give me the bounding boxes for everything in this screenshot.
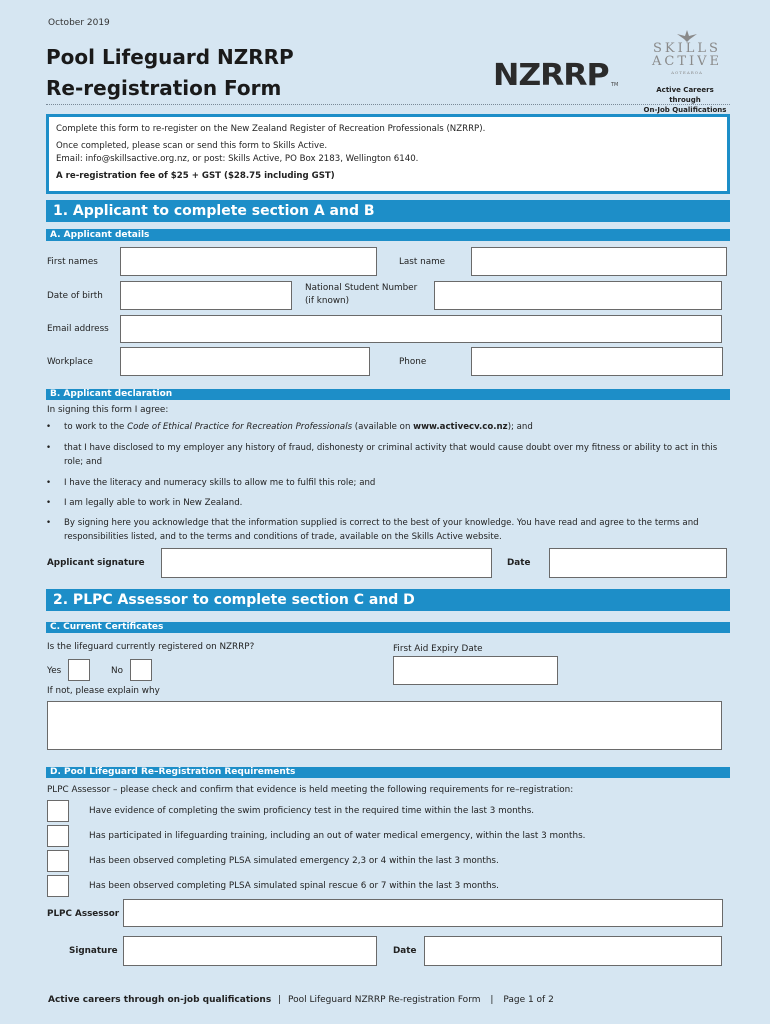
first-names-label: First names	[47, 257, 98, 267]
workplace-label: Workplace	[47, 357, 93, 367]
explain-field[interactable]	[47, 701, 722, 750]
dob-field[interactable]	[120, 281, 292, 310]
yes-checkbox[interactable]	[68, 659, 90, 681]
header-divider	[46, 104, 730, 105]
nsn-label	[305, 282, 417, 308]
section-b-header: B. Applicant declaration	[46, 389, 730, 400]
footer-separator: |	[278, 995, 282, 1005]
workplace-field[interactable]	[120, 347, 370, 376]
requirement-checkbox-4[interactable]	[47, 875, 69, 897]
declaration-item-text: I am legally able to work in New Zealand.	[64, 498, 243, 508]
declaration-item-text	[64, 420, 729, 434]
yes-label: Yes	[47, 666, 62, 676]
title-line-1: Pool Lifeguard NZRRP	[46, 45, 294, 69]
page-footer	[48, 995, 554, 1005]
first-aid-label: First Aid Expiry Date	[393, 644, 483, 654]
email-field[interactable]	[120, 315, 722, 343]
code-of-ethics-title: Code of Ethical Practice for Recreation Professionals	[127, 422, 353, 432]
section-2-header: 2. PLPC Assessor to complete section C and D	[46, 589, 730, 611]
last-name-label: Last name	[399, 257, 446, 267]
activecv-link[interactable]: www.activecv.co.nz	[413, 422, 508, 432]
assessor-date-label: Date	[393, 946, 417, 956]
nzrrp-trademark: TM	[611, 82, 619, 88]
first-names-field[interactable]	[120, 247, 377, 276]
requirement-checkbox-3[interactable]	[47, 850, 69, 872]
text-part: (available on	[352, 422, 414, 432]
declaration-item-text: By signing here you acknowledge that the information supplied is correct to the best of your knowledge. You have read and agree to the terms and responsibilities listed, and to the terms and conditions of trade, available on the Skills Active website.	[64, 518, 699, 542]
email-label: Email address	[47, 324, 109, 334]
requirement-text: Has been observed completing PLSA simulated spinal rescue 6 or 7 within the last 3 months.	[89, 881, 499, 891]
phone-label: Phone	[399, 357, 427, 367]
applicant-date-field[interactable]	[549, 548, 727, 578]
section-1-header: 1. Applicant to complete section A and B	[46, 200, 730, 222]
no-checkbox[interactable]	[130, 659, 152, 681]
last-name-field[interactable]	[471, 247, 727, 276]
nsn-field[interactable]	[434, 281, 722, 310]
declaration-item-text: that I have disclosed to my employer any history of fraud, dishonesty or criminal activity that would cause doubt over my fitness or ability to act in this role; and	[64, 443, 718, 467]
requirement-checkbox-2[interactable]	[47, 825, 69, 847]
skills-logo-line-3: AOTEAROA	[671, 70, 703, 75]
document-date: October 2019	[48, 18, 110, 28]
bullet: •	[46, 443, 52, 453]
phone-field[interactable]	[471, 347, 723, 376]
text-part: to work to the	[64, 422, 128, 432]
bullet: •	[46, 518, 52, 528]
skills-logo-line-2: ACTIVE	[651, 54, 723, 69]
skills-logo-line-1: SKILLS	[653, 41, 721, 56]
applicant-date-label: Date	[507, 558, 531, 568]
bullet: •	[46, 478, 52, 488]
intro-line-1: Complete this form to re-register on the New Zealand Register of Recreation Professionals (NZRRP).	[56, 124, 486, 134]
assessor-field[interactable]	[123, 899, 723, 927]
dob-label: Date of birth	[47, 291, 103, 301]
assessor-label: PLPC Assessor	[47, 909, 120, 919]
intro-line-2: Once completed, please scan or send this form to Skills Active.	[56, 141, 328, 151]
first-aid-expiry-field[interactable]	[393, 656, 558, 685]
assessor-signature-field[interactable]	[123, 936, 377, 966]
intro-box	[46, 114, 730, 194]
section-a-header: A. Applicant details	[46, 229, 730, 241]
footer-tagline: Active careers through on-job qualifications	[48, 995, 272, 1005]
nzrrp-logo: NZRRP	[493, 58, 609, 93]
skills-active-tagline	[640, 85, 730, 115]
nsn-label-line-2: (if known)	[305, 296, 350, 306]
assessor-date-field[interactable]	[424, 936, 722, 966]
declaration-item-text: I have the literacy and numeracy skills to allow me to fulfil this role; and	[64, 478, 376, 488]
page-title	[46, 42, 294, 104]
intro-line-3: Email: info@skillsactive.org.nz, or post: Skills Active, PO Box 2183, Wellington 6140.	[56, 154, 419, 164]
section-d-header: D. Pool Lifeguard Re–Registration Requirements	[46, 767, 730, 778]
assessor-signature-label: Signature	[69, 946, 118, 956]
no-label: No	[111, 666, 123, 676]
footer-separator: |	[490, 995, 494, 1005]
requirement-checkbox-1[interactable]	[47, 800, 69, 822]
applicant-signature-label: Applicant signature	[47, 558, 145, 568]
applicant-signature-field[interactable]	[161, 548, 492, 578]
footer-form-name: Pool Lifeguard NZRRP Re-registration Form	[287, 995, 481, 1005]
title-line-2: Re-registration Form	[46, 76, 282, 100]
intro-fee: A re-registration fee of $25 + GST ($28.75 including GST)	[56, 171, 335, 181]
skills-active-logo	[647, 38, 727, 75]
text-part: ); and	[507, 422, 533, 432]
nsn-label-line-1: National Student Number	[305, 283, 418, 293]
requirements-intro: PLPC Assessor – please check and confirm that evidence is held meeting the following requirements for re–registration:	[47, 785, 574, 795]
requirement-text: Has been observed completing PLSA simulated emergency 2,3 or 4 within the last 3 months.	[89, 856, 499, 866]
footer-page-number: Page 1 of 2	[503, 995, 554, 1005]
tagline-line-2: On-Job Qualifications	[643, 106, 727, 114]
tagline-line-1: Active Careers through	[656, 86, 714, 104]
bullet: •	[46, 422, 52, 432]
requirement-text: Have evidence of completing the swim proficiency test in the required time within the last 3 months.	[89, 806, 535, 816]
requirement-text: Has participated in lifeguarding training, including an out of water medical emergency, within the last 3 months.	[89, 831, 586, 841]
bullet: •	[46, 498, 52, 508]
section-c-header: C. Current Certificates	[46, 622, 730, 633]
explain-label: If not, please explain why	[47, 686, 160, 696]
registered-question: Is the lifeguard currently registered on NZRRP?	[47, 642, 255, 652]
declaration-intro: In signing this form I agree:	[47, 405, 169, 415]
